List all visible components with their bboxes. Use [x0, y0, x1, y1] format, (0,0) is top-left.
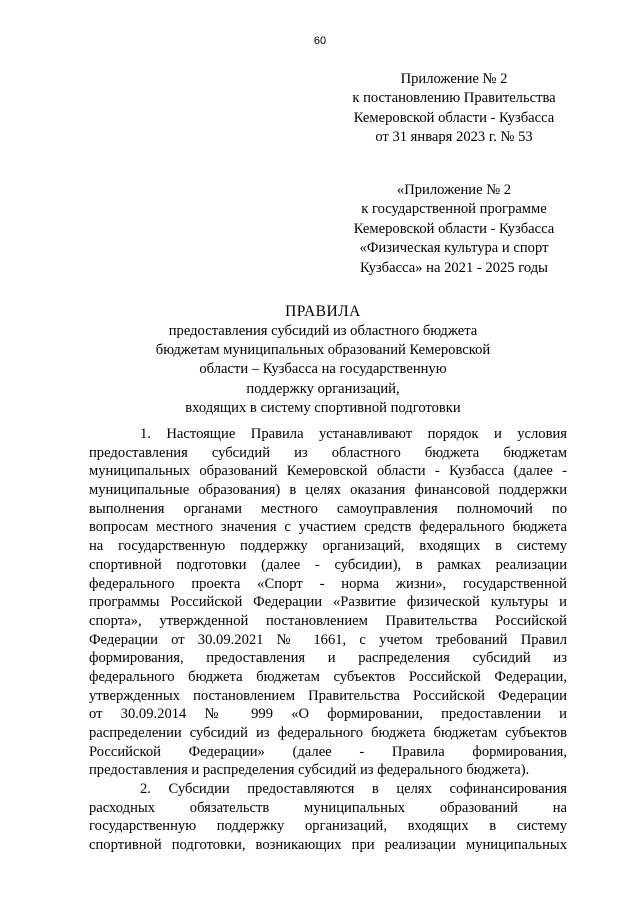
paragraph-1-line: Федерации от 30.09.2021 № 1661, с учетом требований Правил [89, 631, 567, 648]
appendix-line: Кузбасса» на 2021 - 2025 годы [359, 259, 548, 276]
document-title: ПРАВИЛА [285, 303, 361, 320]
paragraph-1-line: спортивной подготовки (далее - субсидии), в рамках реализации [89, 556, 567, 573]
subtitle-line: входящих в систему спортивной подготовки [185, 399, 461, 416]
paragraph-1-line: распределении субсидий из федерального бюджета бюджетам субъектов [89, 725, 567, 741]
appendix-line: Кемеровской области - Кузбасса [353, 109, 555, 126]
paragraph-1-line: 1. Настоящие Правила устанавливают порядок и условия [140, 426, 567, 442]
paragraph-2-line: расходных обязательств муниципальных образований на [89, 799, 567, 816]
appendix-line: к государственной программе [361, 201, 547, 218]
paragraph-2-line: 2. Субсидии предоставляются в целях софинансирования [140, 781, 567, 798]
subtitle-line: бюджетам муниципальных образований Кемеровской [155, 342, 491, 359]
appendix-line: Кемеровской области - Кузбасса [353, 220, 555, 237]
paragraph-1-line: муниципальных образований Кемеровской области - Кузбасса (далее - [89, 463, 567, 480]
appendix-program-header [314, 181, 594, 278]
paragraph-1-line: на государственную поддержку организаций, входящих в систему [89, 538, 567, 555]
paragraph-1-line: предоставления субсидий из областного бюджета бюджетам [89, 444, 567, 461]
paragraph-1-line: муниципальные образования) в целях оказания финансовой поддержки [89, 482, 567, 499]
paragraph-1-line: программы Российской Федерации «Развитие физической культуры и [89, 594, 567, 611]
page-number: 60 [313, 35, 327, 47]
paragraph-1-line: формирования, предоставления и распределения субсидий из [89, 650, 567, 667]
appendix-line: к постановлению Правительства [352, 90, 556, 107]
paragraph-1-line: утвержденных постановлением Правительства Российской Федерации [89, 687, 567, 704]
paragraph-1-line: выполнения органами местного самоуправления полномочий по [89, 500, 567, 517]
paragraph-2-line: спортивной подготовки, возникающих при реализации муниципальных [89, 837, 567, 854]
body-text [89, 425, 567, 855]
appendix-line: от 31 января 2023 г. № 53 [375, 129, 533, 146]
appendix-resolution-header [314, 70, 594, 148]
document-title-block [86, 302, 560, 418]
paragraph-1-line: спорта», утвержденной постановлением Правительства Российской [89, 612, 567, 629]
paragraph-2-line: государственную поддержку организаций, входящих в систему [89, 818, 567, 835]
subtitle-line: предоставления субсидий из областного бюджета [168, 323, 478, 339]
appendix-line: «Приложение № 2 [396, 182, 512, 198]
paragraph-1-line: предоставления и распределения субсидий из федерального бюджета). [89, 762, 530, 779]
paragraph-1-line: Российской Федерации» (далее - Правила формирования, [89, 743, 567, 760]
subtitle-line: поддержку организаций, [246, 380, 400, 397]
subtitle-line: области – Кузбасса на государственную [199, 361, 447, 378]
paragraph-1-line: федерального бюджета бюджетам субъектов Российской Федерации, [89, 668, 567, 685]
paragraph-1-line: вопросам местного значения с участием средств федерального бюджета [89, 519, 567, 536]
appendix-line: «Физическая культура и спорт [359, 240, 549, 257]
appendix-line: Приложение № 2 [400, 71, 508, 87]
paragraph-1-line: от 30.09.2014 № 999 «О формировании, предоставлении и [89, 706, 567, 723]
paragraph-1-line: федерального проекта «Спорт - норма жизни», государственной [89, 575, 567, 592]
